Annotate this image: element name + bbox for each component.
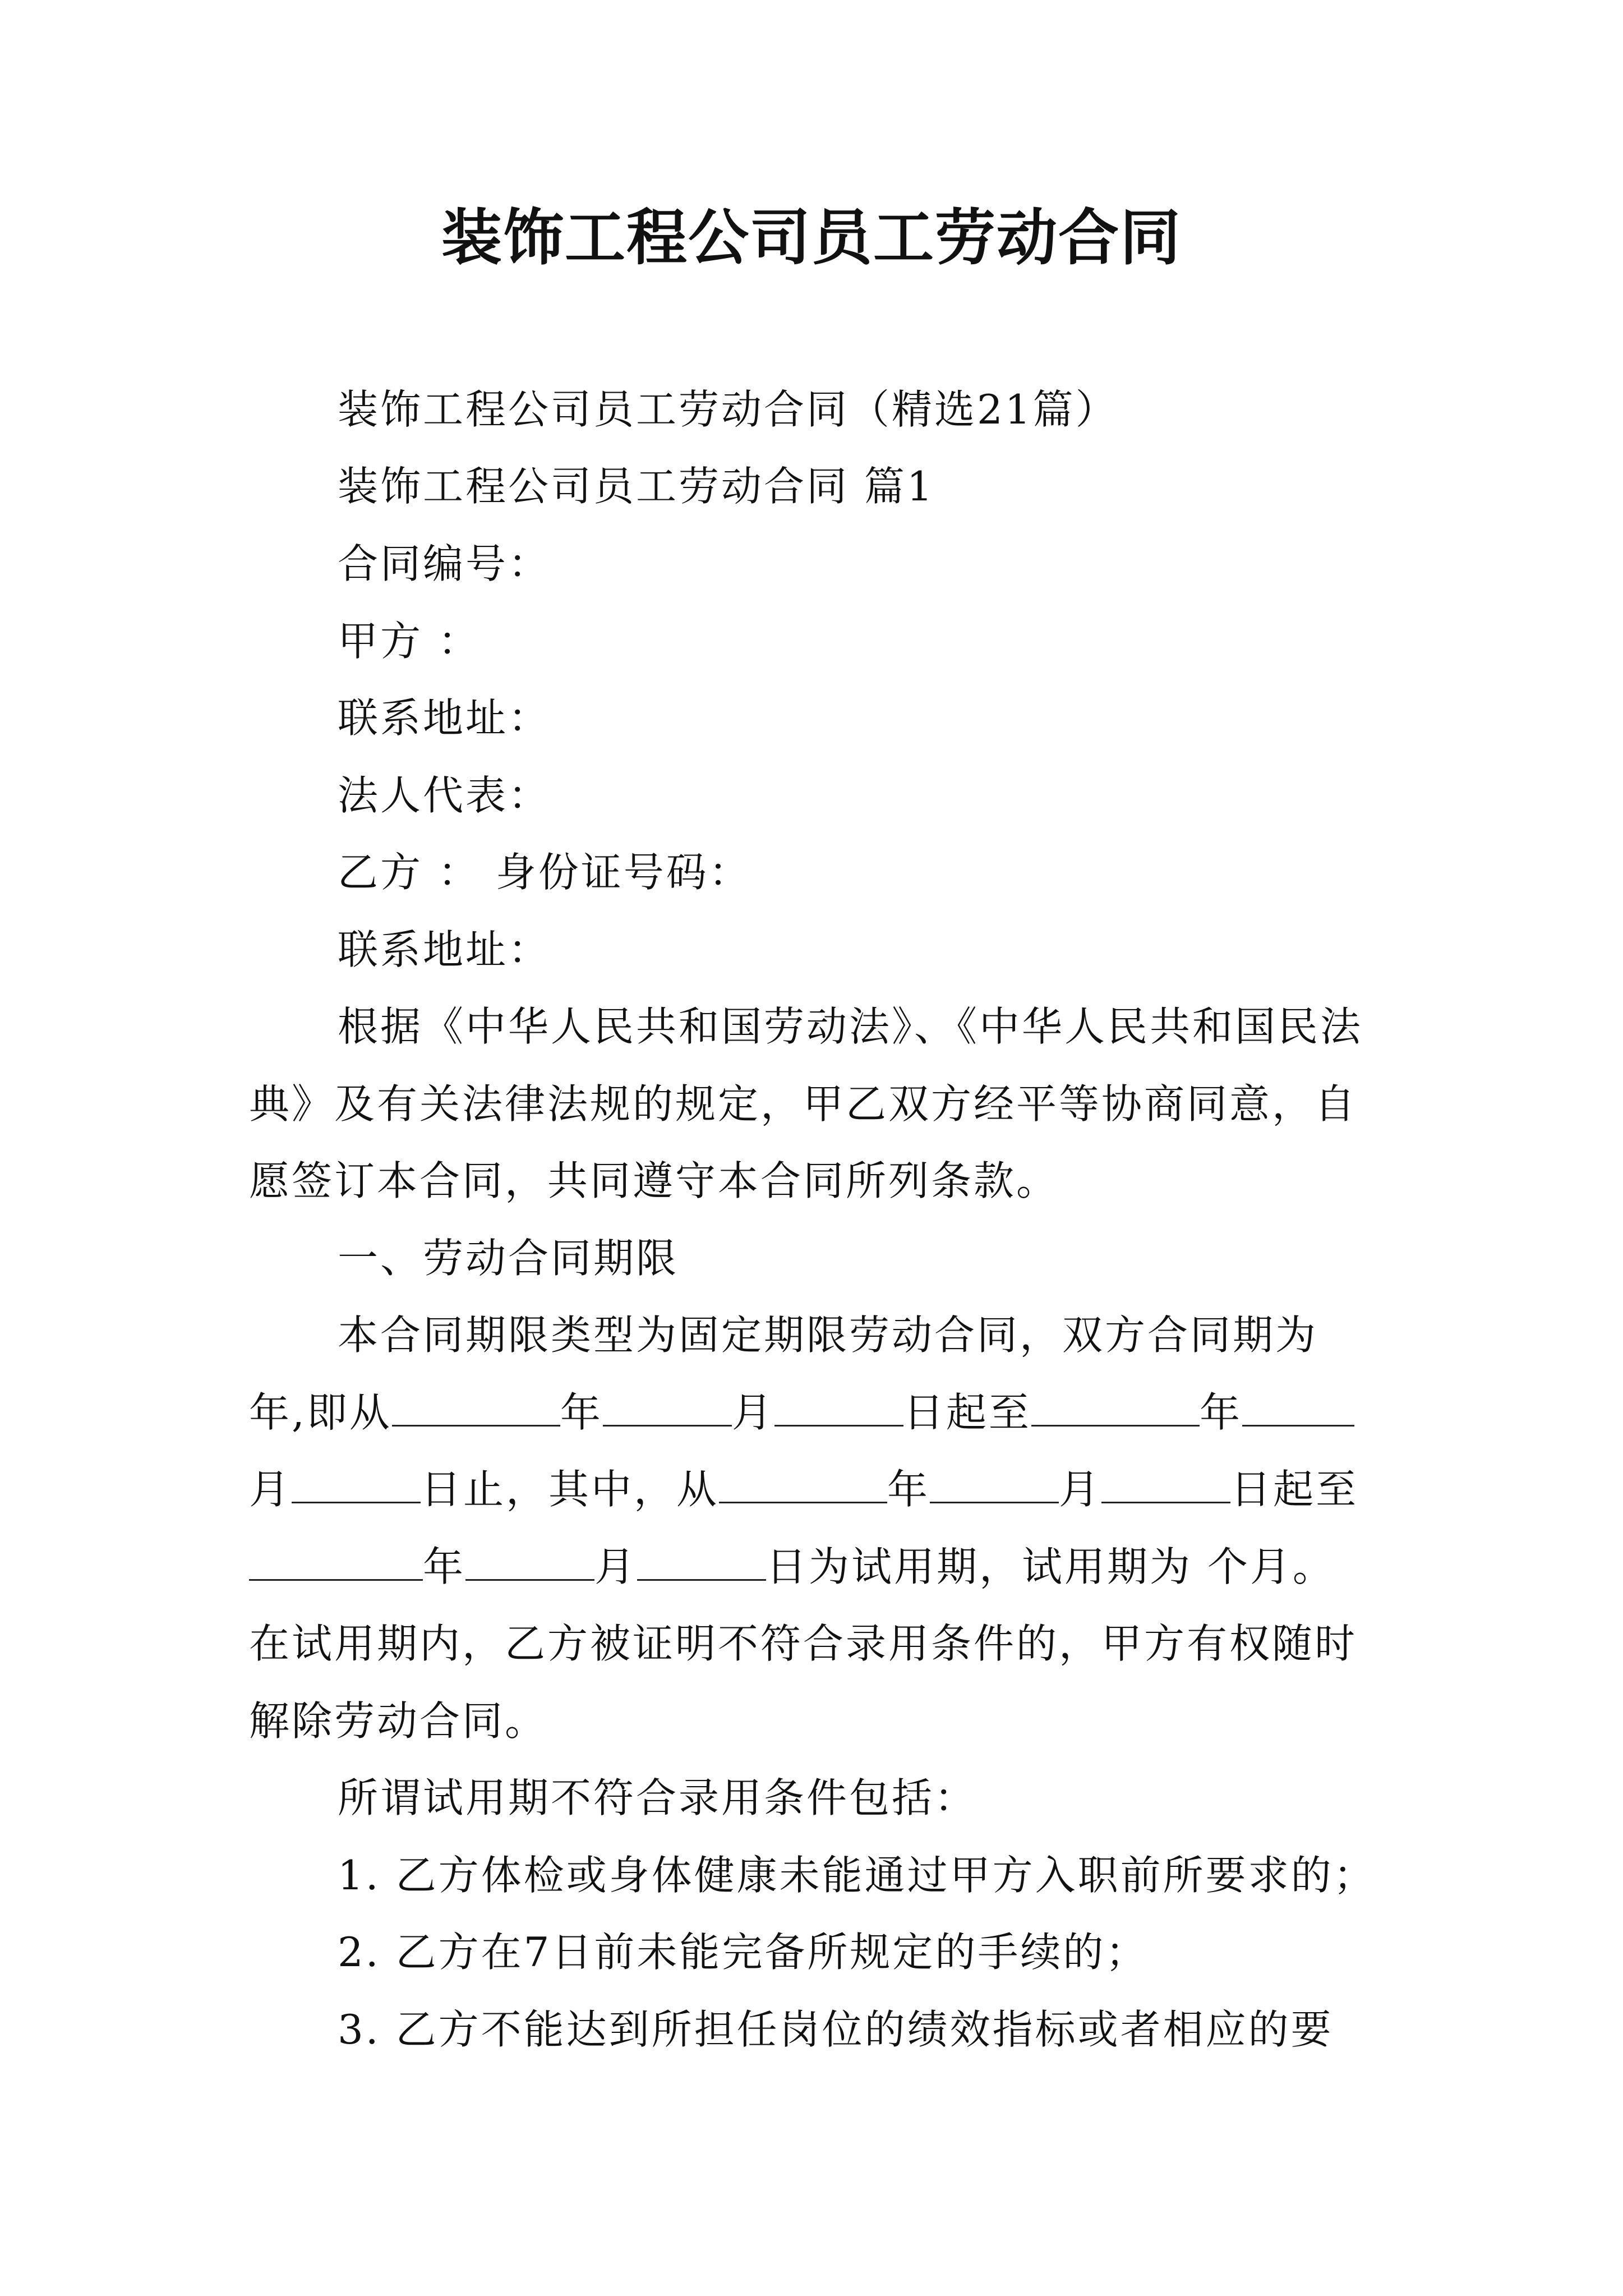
paragraph-line: 解除劳动合同。	[249, 1697, 548, 1745]
text-segment: 月	[731, 1389, 774, 1436]
paragraph-line	[249, 1539, 1335, 1595]
text-segment: 日起至	[1230, 1466, 1359, 1513]
text-segment: 年,即从	[249, 1389, 392, 1436]
paragraph-line: 所谓试用期不符合录用条件包括：	[338, 1774, 978, 1821]
party-b-address-label: 联系地址：	[338, 926, 551, 973]
paragraph-line: 愿签订本合同，共同遵守本合同所列条款。	[249, 1157, 1059, 1204]
list-item: 1. 乙方体检或身体健康未能通过甲方入职前所要求的；	[338, 1852, 1376, 1899]
text-segment: 月	[1059, 1466, 1102, 1513]
fill-in-blank	[603, 1390, 732, 1427]
fill-in-blank	[1101, 1467, 1230, 1503]
contract-number-label: 合同编号：	[338, 540, 551, 587]
legal-representative-label: 法人代表：	[338, 772, 551, 819]
fill-in-blank	[637, 1544, 766, 1581]
paragraph-line: 典》及有关法律法规的规定，甲乙双方经平等协商同意，自	[249, 1080, 1358, 1128]
text-segment: 年	[887, 1466, 930, 1513]
text-segment: 月	[594, 1543, 638, 1590]
fill-in-blank	[249, 1544, 423, 1581]
fill-in-blank	[1242, 1390, 1354, 1427]
paragraph-line	[249, 1461, 1358, 1517]
document-title: 装饰工程公司员工劳动合同	[441, 203, 1182, 273]
paragraph-line: 在试用期内，乙方被证明不符合录用条件的，甲方有权随时	[249, 1620, 1358, 1667]
text-segment: 年	[560, 1389, 603, 1436]
text-segment: 日止，其中，从	[421, 1466, 720, 1513]
text-segment: 月	[249, 1466, 292, 1513]
fill-in-blank	[930, 1467, 1059, 1503]
list-item: 2. 乙方在7日前未能完备所规定的手续的；	[338, 1929, 1149, 1976]
paragraph-line: 根据《中华人民共和国劳动法》、《中华人民共和国民法	[338, 1003, 1363, 1050]
list-item: 3. 乙方不能达到所担任岗位的绩效指标或者相应的要	[338, 2006, 1334, 2053]
fill-in-blank	[465, 1544, 594, 1581]
text-segment: 日为试用期，试用期为 个月。	[766, 1543, 1335, 1590]
text-segment: 年	[423, 1543, 466, 1590]
clause-heading: 一、劳动合同期限	[338, 1235, 679, 1282]
paragraph-line: 本合同期限类型为固定期限劳动合同，双方合同期为	[338, 1312, 1318, 1359]
text-segment: 年	[1199, 1389, 1242, 1436]
fill-in-blank	[774, 1390, 903, 1427]
subtitle-line: 装饰工程公司员工劳动合同（精选21篇）	[338, 386, 1118, 433]
party-a-label: 甲方 ：	[338, 618, 481, 665]
party-a-address-label: 联系地址：	[338, 694, 551, 742]
section-heading: 装饰工程公司员工劳动合同 篇1	[338, 463, 935, 510]
text-segment: 日起至	[903, 1389, 1031, 1436]
fill-in-blank	[292, 1467, 421, 1503]
paragraph-line	[249, 1384, 1354, 1441]
fill-in-blank	[719, 1467, 887, 1503]
fill-in-blank	[1031, 1390, 1200, 1427]
party-b-label: 乙方 ： 身份证号码：	[338, 849, 751, 896]
fill-in-blank	[392, 1390, 560, 1427]
